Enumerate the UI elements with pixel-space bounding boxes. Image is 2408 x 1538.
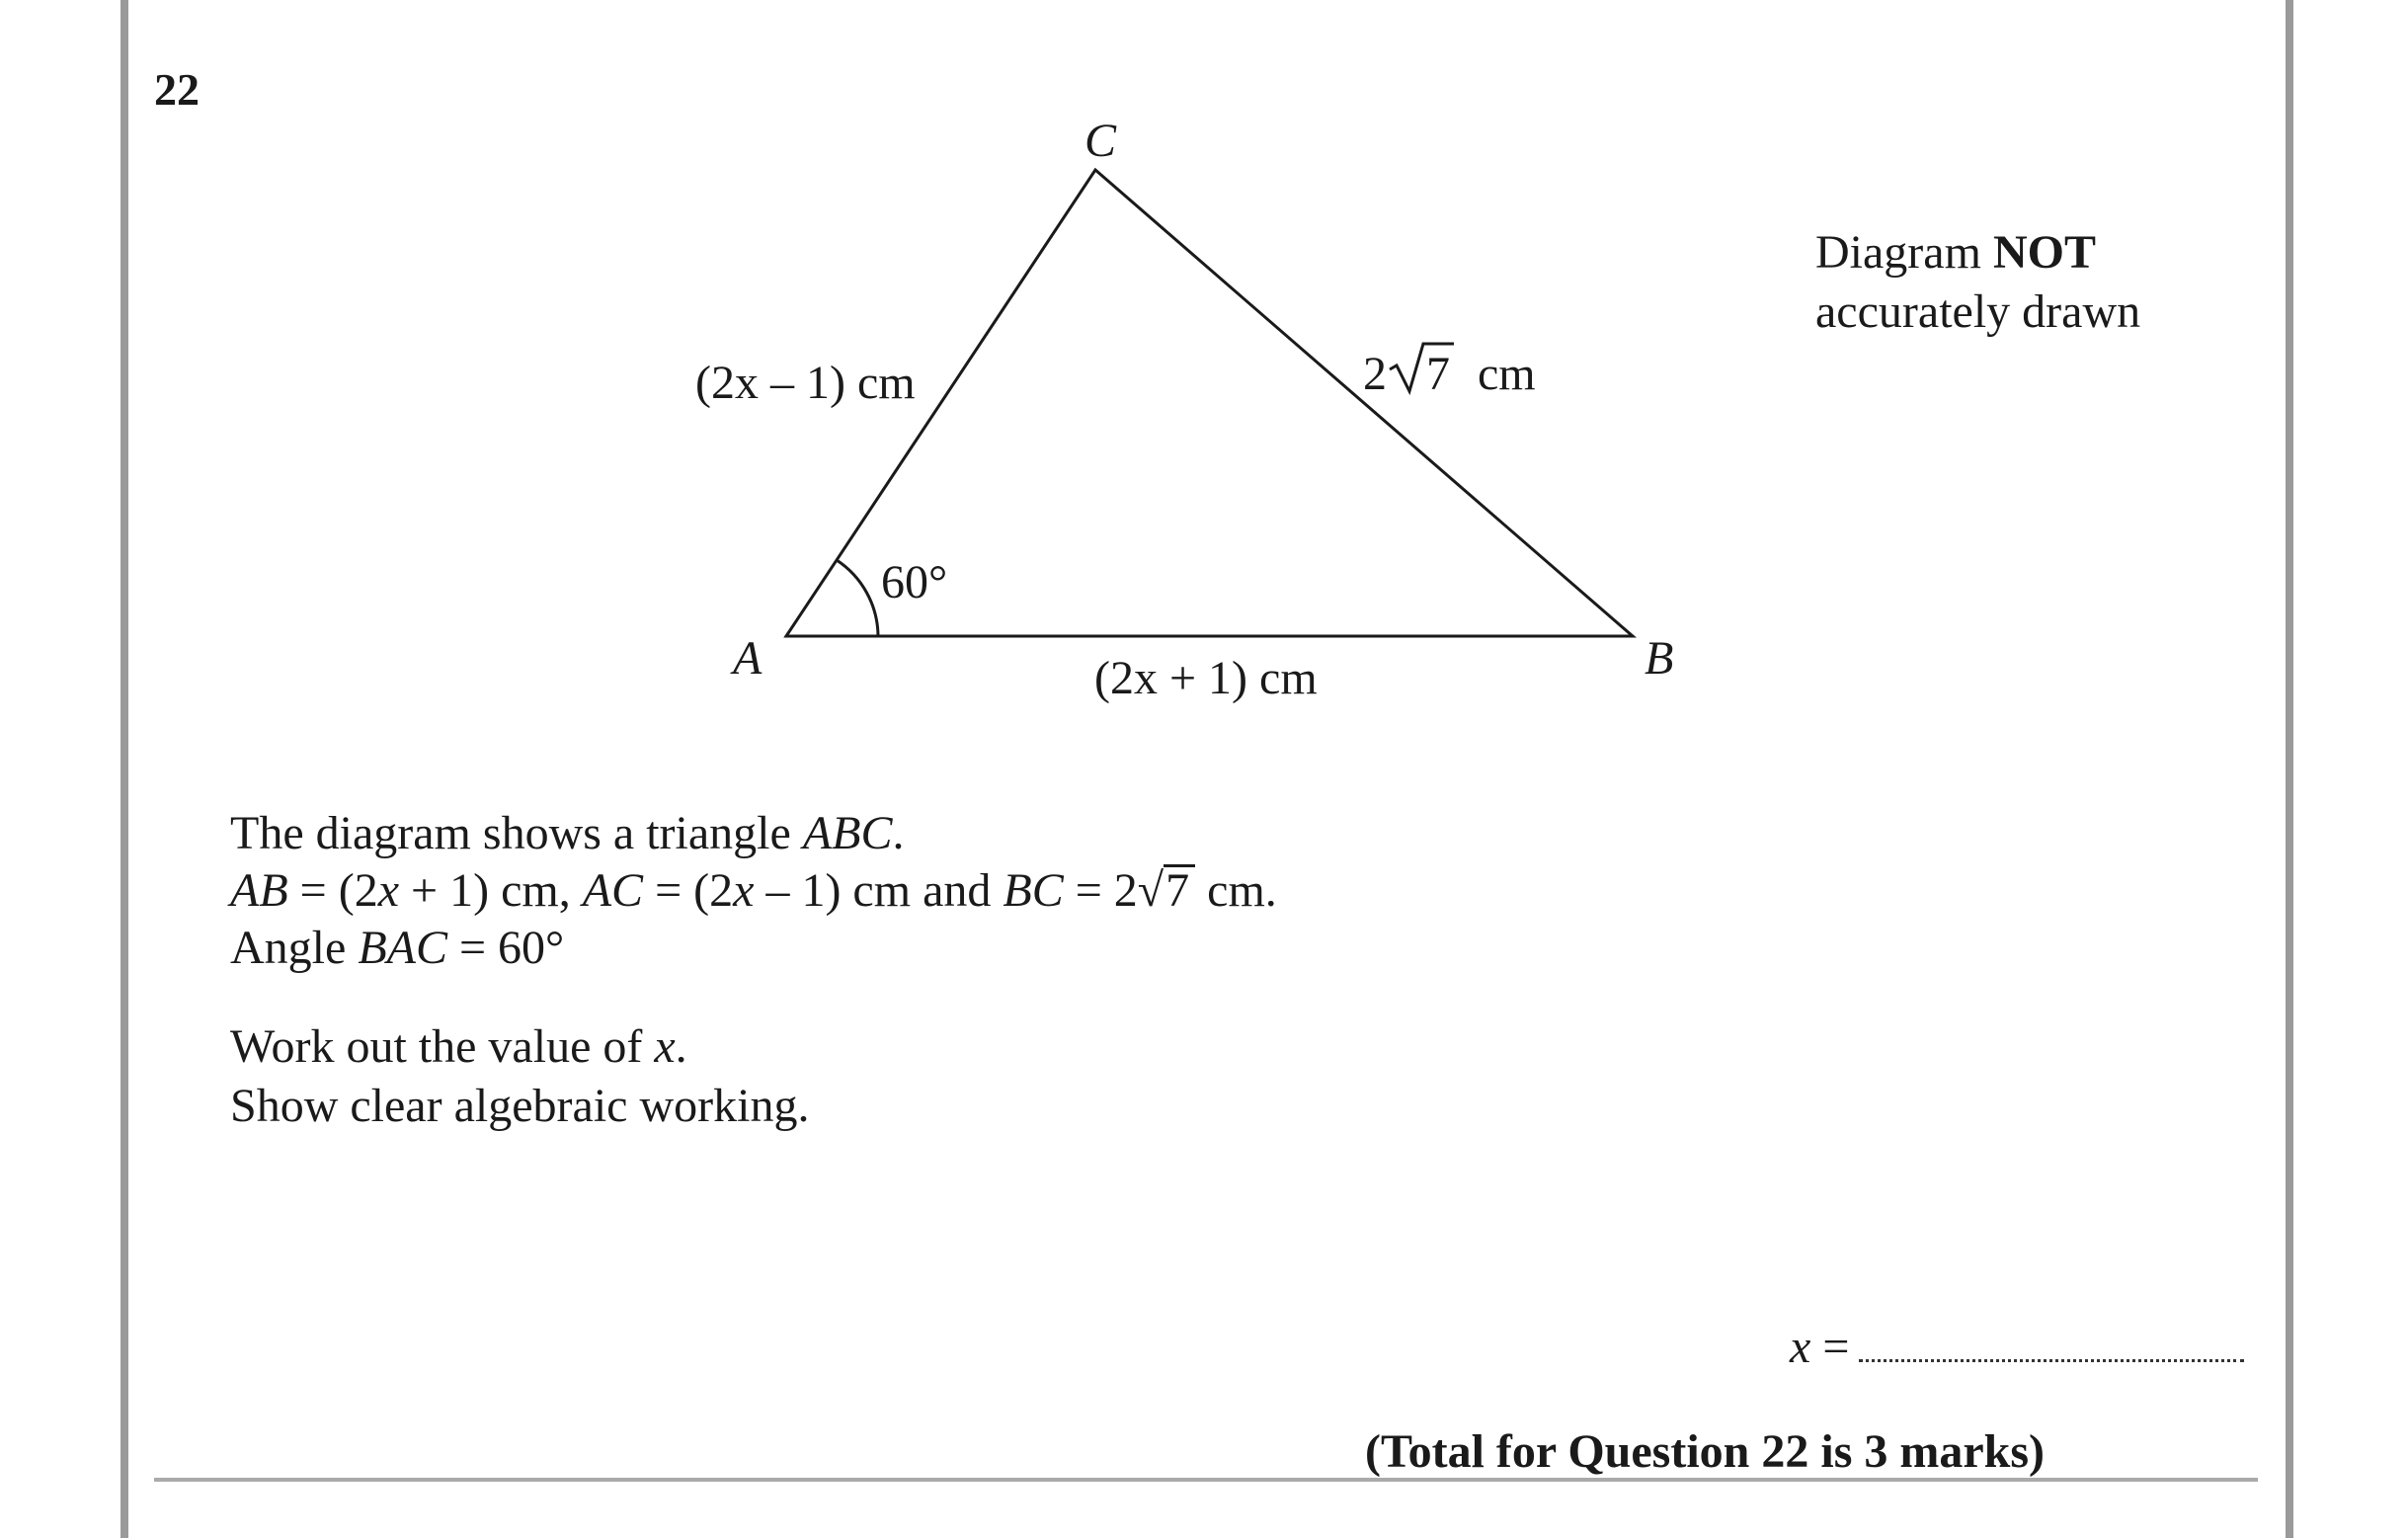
text-line-2: AB = (2x + 1) cm, AC = (2x – 1) cm and BC = 2√7 cm.: [230, 861, 1277, 921]
angle-label: 60°: [881, 556, 948, 608]
vertex-b-label: B: [1645, 632, 1674, 685]
not-emphasis: NOT: [1992, 226, 2096, 279]
side-bc-coef: 2: [1363, 348, 1387, 400]
angle-arc: [837, 560, 878, 636]
vertex-c-label: C: [1084, 115, 1117, 167]
text-line-3: Angle BAC = 60°: [230, 922, 565, 974]
text-line-5: Show clear algebraic working.: [230, 1080, 810, 1132]
answer-blank[interactable]: [1859, 1359, 2244, 1362]
side-ab-label: (2x + 1) cm: [1094, 652, 1318, 704]
diagram-note-line2: accurately drawn: [1815, 285, 2141, 338]
total-marks: (Total for Question 22 is 3 marks): [1365, 1425, 2046, 1478]
sqrt-symbol: √7: [1138, 861, 1195, 921]
side-ac-label: (2x – 1) cm: [695, 357, 916, 409]
triangle-diagram: [0, 0, 2408, 751]
vertex-a-label: A: [733, 632, 763, 685]
side-bc-radicand: 7: [1426, 348, 1450, 400]
question-number: 22: [154, 64, 200, 115]
diagram-note: [1815, 223, 2140, 342]
text-line-4: Work out the value of x.: [230, 1020, 687, 1073]
diagram-note-line1: Diagram NOT: [1815, 226, 2096, 279]
answer-line: x =: [1790, 1320, 2244, 1374]
side-bc-unit: cm: [1478, 348, 1536, 400]
footer-rule: [154, 1478, 2258, 1482]
text-line-1: The diagram shows a triangle ABC.: [230, 807, 905, 859]
